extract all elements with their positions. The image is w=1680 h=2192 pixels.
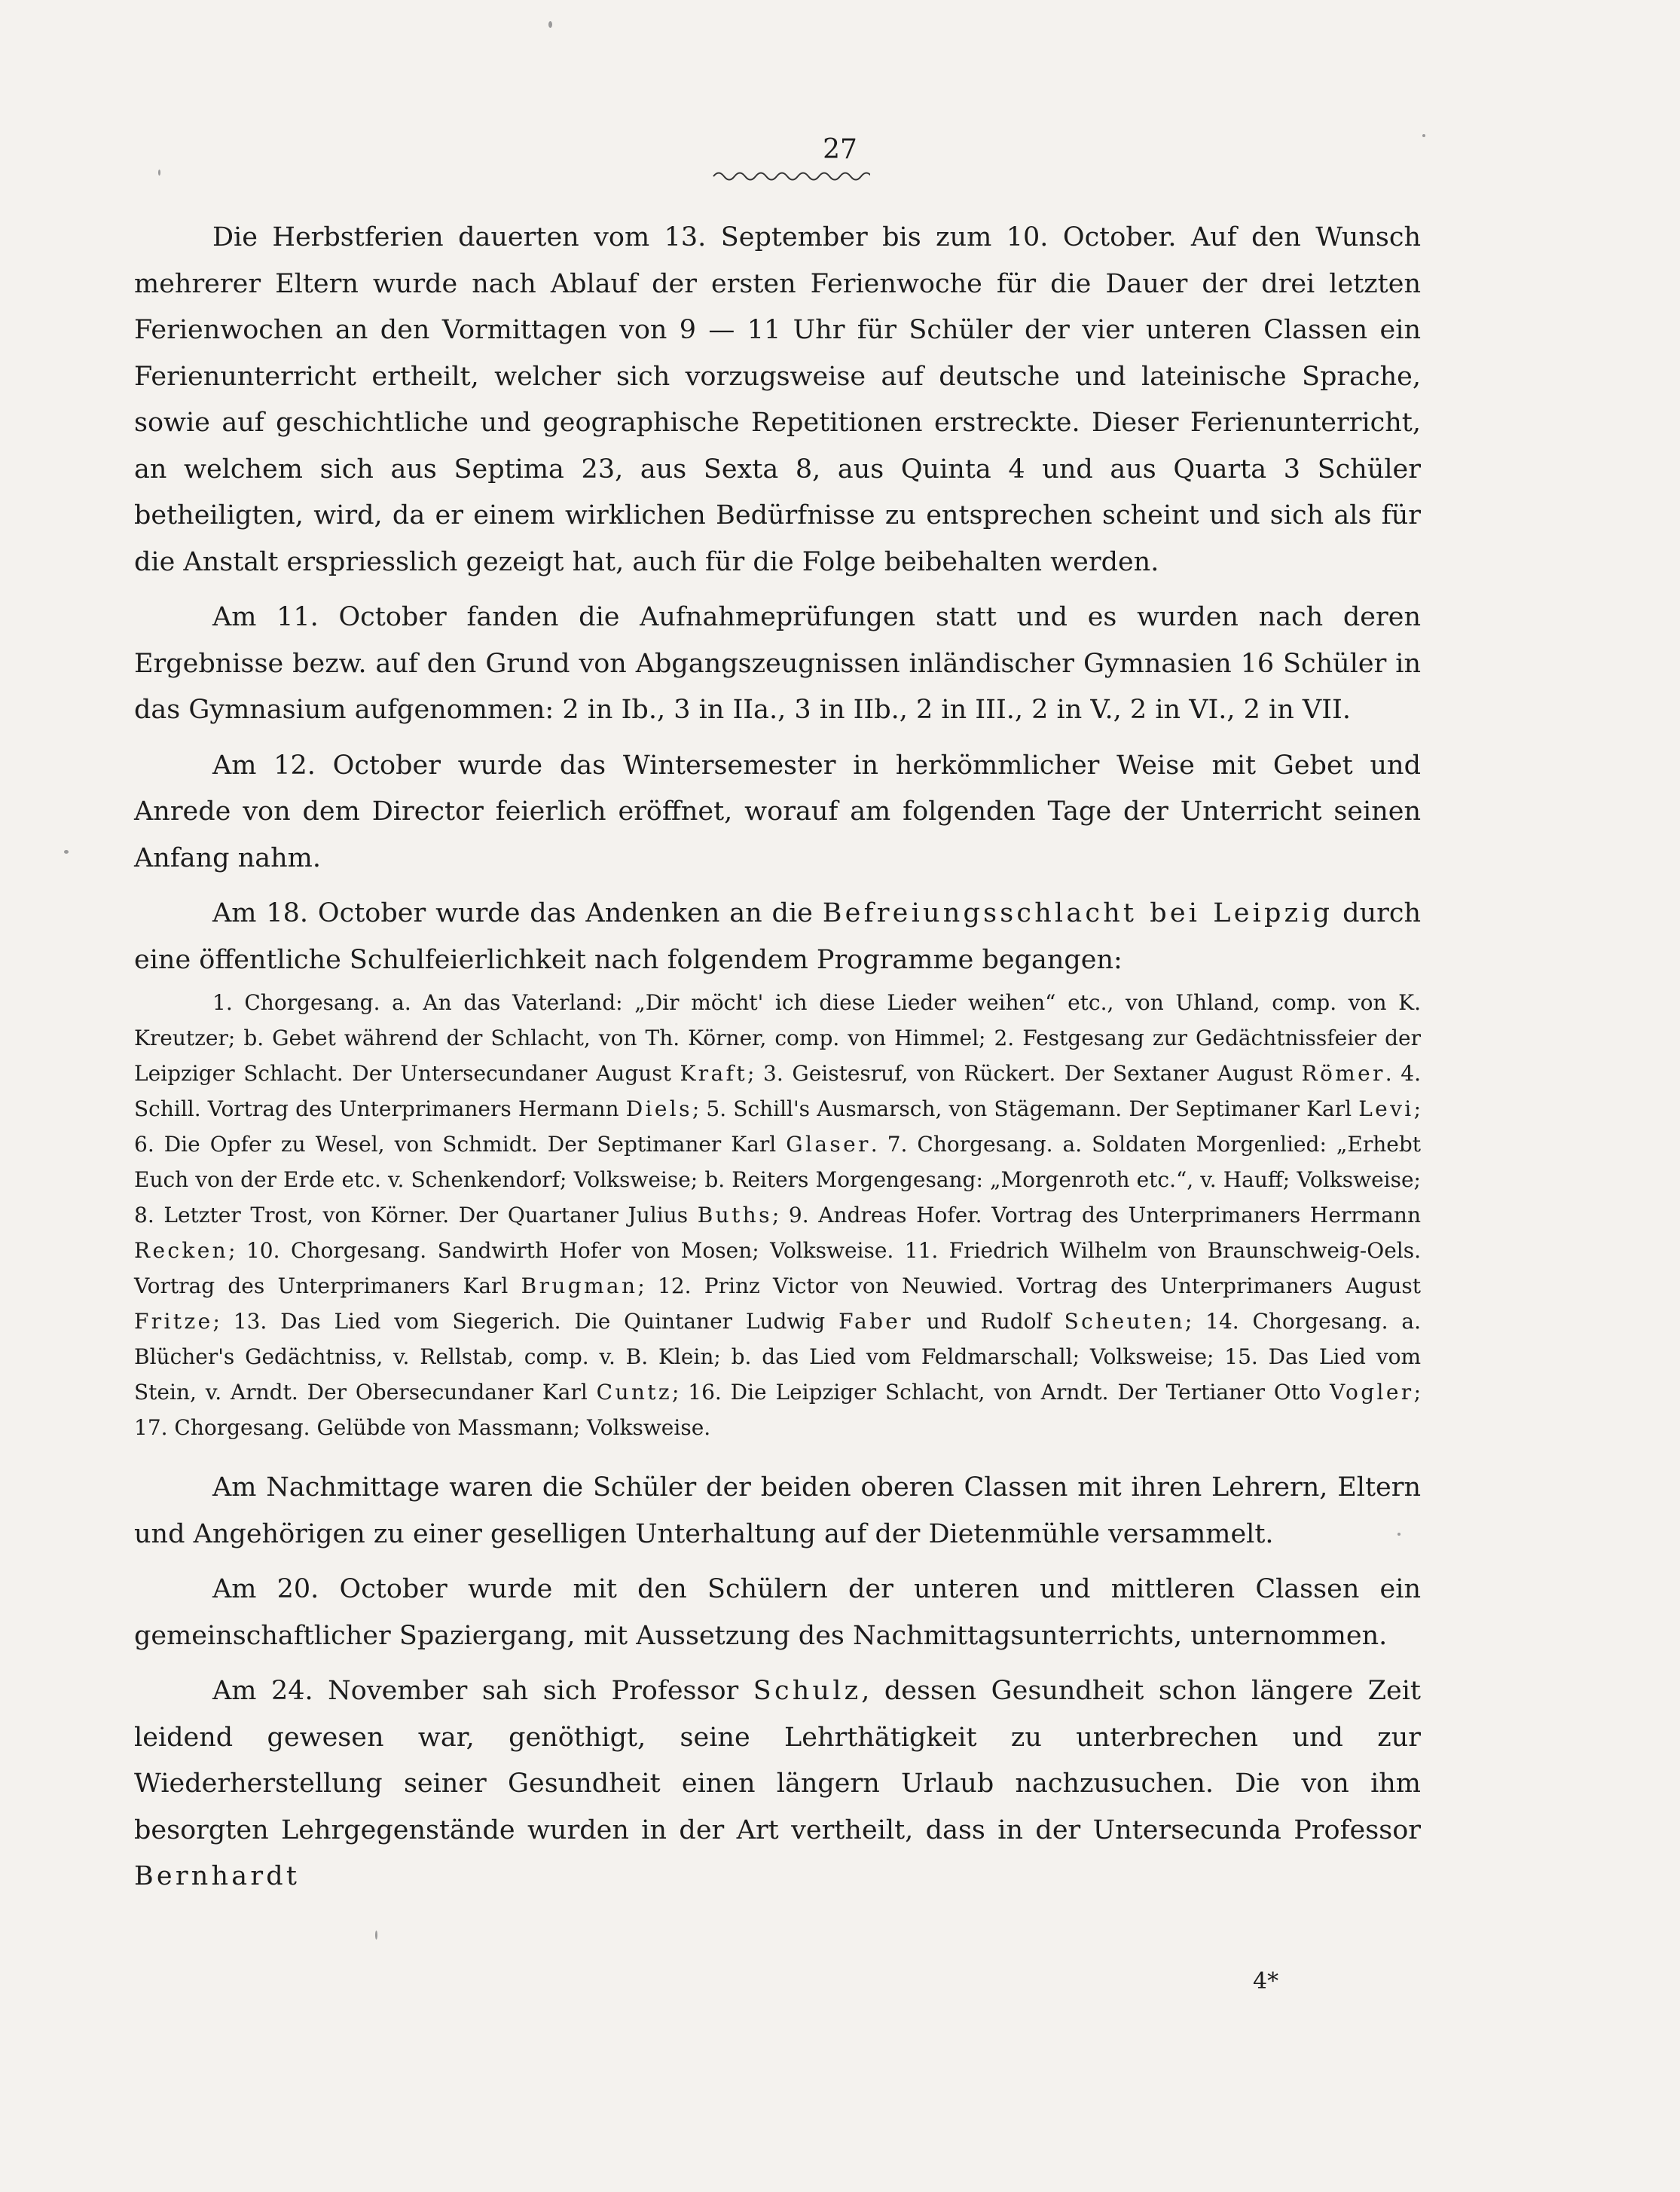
programme-text: ; 13. Das Lied vom Siegerich. Die Quintaner Ludwig bbox=[212, 1309, 839, 1334]
performer-name: Levi bbox=[1358, 1096, 1414, 1121]
programme-text: ; 9. Andreas Hofer. Vortrag des Unterprimaners Herrmann bbox=[771, 1203, 1421, 1227]
programme-text: . 7. Chorgesang. a. Soldaten Morgenlied: „Erhebt Euch von der Erde etc. v. Schenkendorf; Volksweise; b. Reiters Morgengesang: „Morgenroth etc.“, v. Hauff; Volksweise; 8. Letzter Trost, von Körner. Der Quartaner Julius bbox=[134, 1132, 1422, 1227]
performer-name: Diels bbox=[625, 1096, 692, 1121]
performer-name: Fritze bbox=[134, 1309, 213, 1334]
performer-name: Kraft bbox=[680, 1061, 747, 1086]
page-body bbox=[134, 215, 1421, 1900]
programme-text: ; 3. Geistesruf, von Rückert. Der Sextaner August bbox=[747, 1061, 1302, 1086]
paper-speck bbox=[64, 850, 69, 854]
programme-text: ; 14. Chorgesang. a. Blücher's Gedächtniss, v. Rellstab, comp. v. B. Klein; b. das Lied vom Feldmarschall; Volksweise; 15. Das Lied vom Stein, v. Arndt. Der Obersecundaner Karl bbox=[134, 1309, 1421, 1405]
programme-text: ; 6. Die Opfer zu Wesel, von Schmidt. Der Septimaner Karl bbox=[134, 1096, 1422, 1157]
paper-speck bbox=[375, 1931, 377, 1940]
name-schulz: Schulz bbox=[753, 1676, 862, 1706]
paper-speck bbox=[548, 21, 552, 28]
programme-text: ; 10. Chorgesang. Sandwirth Hofer von Mosen; Volksweise. 11. Friedrich Wilhelm von Braunschweig-Oels. Vortrag des Unterprimaners Karl bbox=[134, 1238, 1421, 1298]
programme-text: ; 16. Die Leipziger Schlacht, von Arndt. Der Tertianer Otto bbox=[671, 1380, 1330, 1405]
paper-speck bbox=[158, 170, 160, 176]
paragraph-wintersemester: Am 12. October wurde das Wintersemester in herkömmlicher Weise mit Gebet und Anrede von dem Director feierlich eröffnet, worauf am folgenden Tage der Unterricht seinen Anfang nahm. bbox=[134, 750, 1421, 873]
programme-text: und Rudolf bbox=[912, 1309, 1065, 1334]
leipzig-text-before: Am 18. October wurde das Andenken an die bbox=[212, 898, 823, 928]
paragraph-professor-schulz bbox=[134, 1668, 1421, 1900]
performer-name: Recken bbox=[134, 1238, 229, 1263]
festival-programme bbox=[134, 985, 1421, 1445]
programme-text: ; 5. Schill's Ausmarsch, von Stägemann. Der Septimaner Karl bbox=[692, 1096, 1359, 1121]
leipzig-emphasis: Befreiungsschlacht bei Leipzig bbox=[822, 898, 1333, 928]
wavy-rule-ornament bbox=[712, 167, 870, 185]
name-bernhardt: Bernhardt bbox=[134, 1861, 301, 1891]
programme-text: ; 17. Chorgesang. Gelübde von Massmann; Volksweise. bbox=[134, 1380, 1421, 1440]
performer-name: Scheuten bbox=[1064, 1309, 1185, 1334]
performer-name: Vogler bbox=[1330, 1380, 1414, 1405]
paper-speck bbox=[1422, 134, 1425, 137]
leipzig-text-after: durch eine öffentliche Schulfeierlichkeit nach folgendem Programme begangen: bbox=[134, 898, 1421, 975]
paragraph-leipzig-celebration bbox=[134, 891, 1421, 983]
paragraph-spaziergang: Am 20. October wurde mit den Schülern der unteren und mittleren Classen ein gemeinschaftlicher Spaziergang, mit Aussetzung des Nachmittagsunterrichts, unternommen. bbox=[134, 1574, 1421, 1651]
signature-mark: 4* bbox=[1253, 1968, 1279, 1995]
paragraph-herbstferien: Die Herbstferien dauerten vom 13. September bis zum 10. October. Auf den Wunsch mehrerer Eltern wurde nach Ablauf der ersten Ferienwoche für die Dauer der drei letzten Ferienwochen an den Vormittagen von 9 — 11 Uhr für Schüler der vier unteren Classen ein Ferienunterricht ertheilt, welcher sich vorzugsweise auf deutsche und lateinische Sprache, sowie auf geschichtliche und geographische Repetitionen erstreckte. Dieser Ferienunterricht, an welchem sich aus Septima 23, aus Sexta 8, aus Quinta 4 und aus Quarta 3 Schüler betheiligten, wird, da er einem wirklichen Bedürfnisse zu entsprechen scheint und sich als für die Anstalt erspriesslich gezeigt hat, auch für die Folge beibehalten werden. bbox=[134, 222, 1421, 577]
schulz-text-before: Am 24. November sah sich Professor bbox=[212, 1676, 753, 1706]
performer-name: Buths bbox=[697, 1203, 772, 1227]
schulz-text-middle: , dessen Gesundheit schon längere Zeit leidend gewesen war, genöthigt, seine Lehrthätigkeit zu unterbrechen und zur Wiederherstellung seiner Gesundheit einen längern Urlaub nachzusuchen. Die von ihm besorgten Lehrgegenstände wurden in der Art vertheilt, dass in der Untersecunda Professor bbox=[134, 1676, 1421, 1845]
programme-text: 1. Chorgesang. a. An das Vaterland: „Dir möcht' ich diese Lieder weihen“ etc., von Uhland, comp. von K. Kreutzer; b. Gebet während der Schlacht, von Th. Körner, comp. von Himmel; 2. Festgesang zur Gedächtnissfeier der Leipziger Schlacht. Der Untersecundaner August bbox=[134, 990, 1421, 1086]
performer-name: Brugman bbox=[521, 1273, 638, 1298]
programme-text: . 4. Schill. Vortrag des Unterprimaners Hermann bbox=[134, 1061, 1422, 1121]
paragraph-nachmittage: Am Nachmittage waren die Schüler der beiden oberen Classen mit ihren Lehrern, Eltern und Angehörigen zu einer geselligen Unterhaltung auf der Dietenmühle versammelt. bbox=[134, 1472, 1421, 1549]
page-number: 27 bbox=[823, 134, 857, 165]
programme-text: ; 12. Prinz Victor von Neuwied. Vortrag des Unterprimaners August bbox=[637, 1273, 1421, 1298]
paper-speck bbox=[1397, 1533, 1401, 1536]
performer-name: Glaser bbox=[786, 1132, 871, 1157]
performer-name: Römer bbox=[1301, 1061, 1385, 1086]
paragraph-aufnahmepruefungen: Am 11. October fanden die Aufnahmeprüfungen statt und es wurden nach deren Ergebnisse bezw. auf den Grund von Abgangszeugnissen inländischer Gymnasien 16 Schüler in das Gymnasium aufgenommen: 2 in Ib., 3 in IIa., 3 in IIb., 2 in III., 2 in V., 2 in VI., 2 in VII. bbox=[134, 602, 1421, 725]
performer-name: Faber bbox=[838, 1309, 913, 1334]
performer-name: Cuntz bbox=[596, 1380, 672, 1405]
